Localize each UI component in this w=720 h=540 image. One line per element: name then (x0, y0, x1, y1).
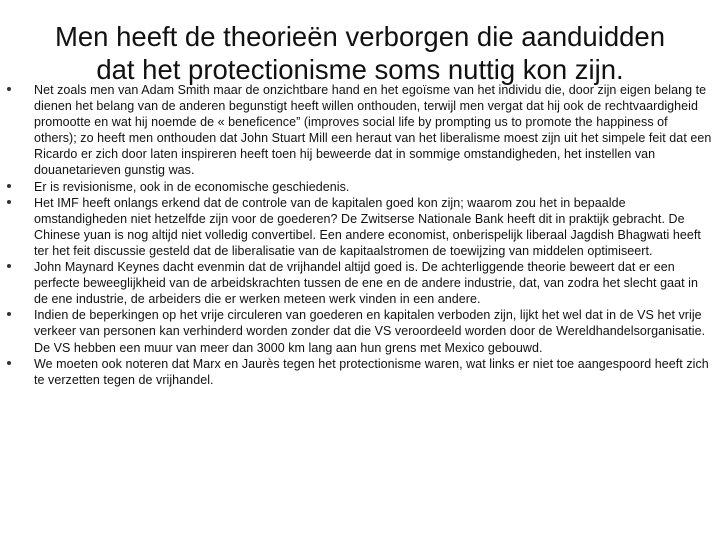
title-line-1: Men heeft de theorieën verborgen die aanduidden (54, 21, 666, 53)
slide-title (10, 20, 710, 86)
title-line-2: dat het protectionisme soms nuttig kon zijn. (96, 54, 624, 86)
bullet-dot-icon (7, 184, 11, 188)
bullet-item (0, 356, 720, 388)
bullet-text: Net zoals men van Adam Smith maar de onzichtbare hand en het egoïsme van het individu die, door zijn eigen belang te dienen het belang van de anderen begunstigt heeft willen onthouden, terwijl men vergat dat hij ook de rechtvaardigheid promootte en wat hij noemde de « beneficence” (improves social life by prompting us to promote the happiness of others); zo heeft men onthouden dat John Stuart Mill een heraut van het liberalisme moest zijn uit het simpele feit dat een Ricardo er zich door laten inspireren heeft toen hij beweerde dat in sommige omstandigheden, het instellen van douanetarieven gunstig was. (34, 83, 712, 178)
bullet-dot-icon (7, 87, 11, 91)
bullet-item (0, 82, 720, 179)
bullet-text: John Maynard Keynes dacht evenmin dat de vrijhandel altijd goed is. De achterliggende theorie beweert dat er een perfecte beweeglijkheid van de arbeidskrachten tussen de ene en de andere industrie, dat, van zodra het slecht gaat in de ene industrie, de arbeiders die er werken meteen werk vinden in een andere. (34, 260, 698, 307)
bullet-item (0, 195, 720, 259)
bullet-text: Er is revisionisme, ook in de economische geschiedenis. (34, 179, 350, 194)
bullet-text: Indien de beperkingen op het vrije circuleren van goederen en kapitalen verboden zijn, lijkt het wel dat in de VS het vrije verkeer van personen kan verhinderd worden zonder dat die VS veroordeeld worden door de Wereldhandelsorganisatie. De VS hebben een muur van meer dan 3000 km lang aan hun grens met Mexico gebouwd. (34, 308, 706, 355)
bullet-dot-icon (7, 200, 11, 204)
bullet-dot-icon (7, 264, 11, 268)
bullet-item (0, 307, 720, 355)
bullet-dot-icon (7, 312, 11, 316)
bullet-item (0, 259, 720, 307)
bullet-list (0, 82, 720, 388)
bullet-text: We moeten ook noteren dat Marx en Jaurès tegen het protectionisme waren, wat links er niet toe aangespoord heeft zich te verzetten tegen de vrijhandel. (34, 356, 709, 387)
bullet-dot-icon (7, 361, 11, 365)
bullet-text: Het IMF heeft onlangs erkend dat de controle van de kapitalen goed kon zijn; waarom zou het in bepaalde omstandigheden niet hetzelfde zijn voor de goederen? De Zwitserse Nationale Bank heeft dit in praktijk gebracht. De Chinese yuan is nog altijd niet volledig convertibel. Een andere economist, onberispelijk liberaal Jagdish Bhagwati heeft ter het feit discussie gesteld dat de liberalisatie van de kapitaalstromen de toewijzing van middelen optimiseert. (34, 195, 701, 258)
bullet-item (0, 179, 720, 195)
